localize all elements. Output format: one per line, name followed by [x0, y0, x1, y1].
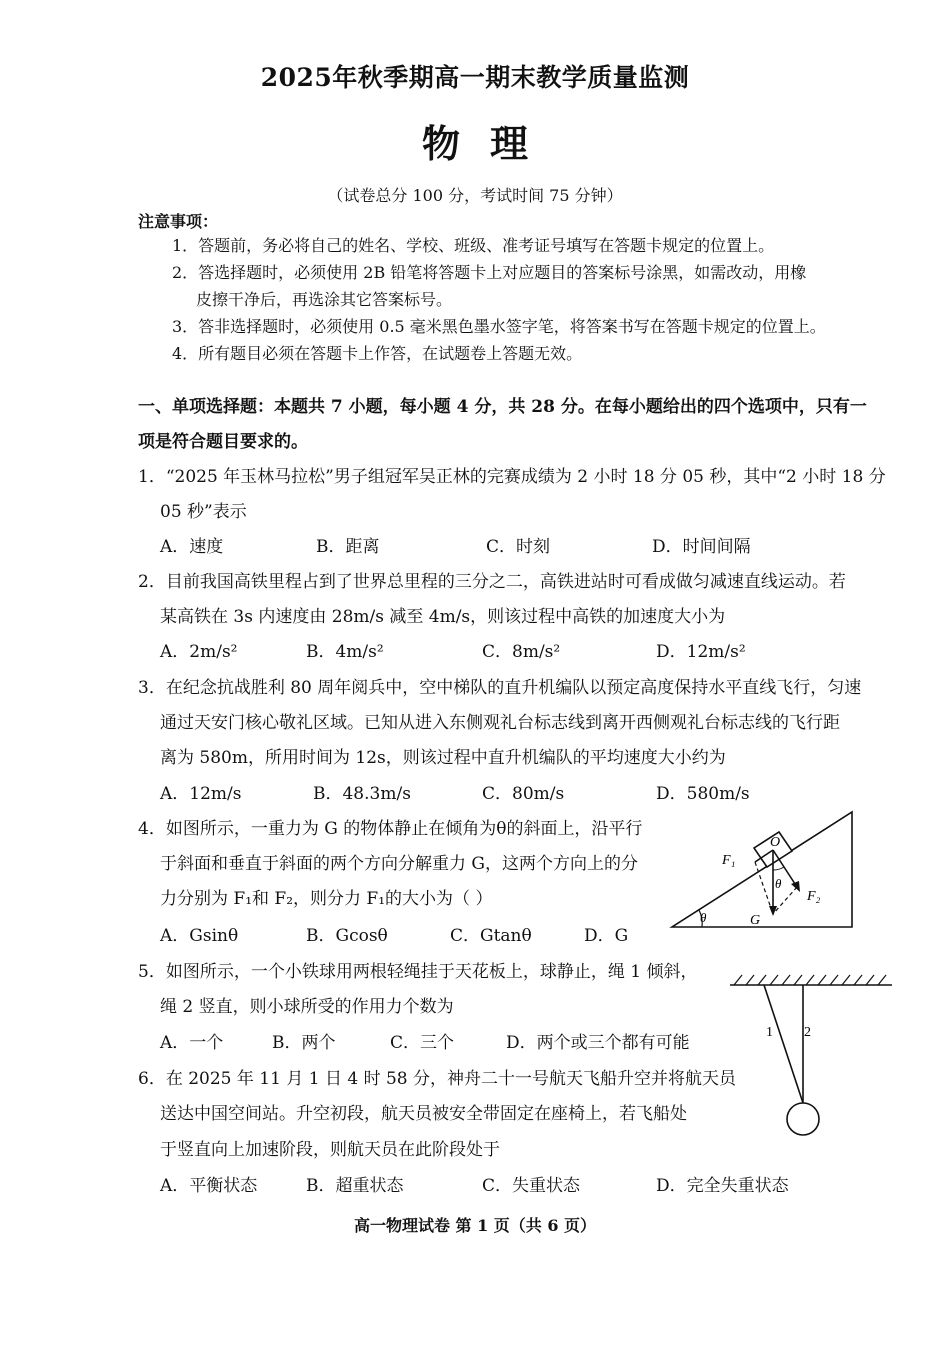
exam-title: 2025年秋季期高一期末教学质量监测 [260, 63, 690, 92]
label-theta-inner: θ [775, 876, 782, 891]
option-d: D．580m/s [656, 784, 750, 804]
option-a: A．Gsinθ [160, 926, 239, 946]
rope-1 [764, 985, 803, 1103]
question-6-line: 送达中国空间站。升空初段，航天员被安全带固定在座椅上，若飞船处 [160, 1104, 687, 1124]
incline-triangle [672, 812, 852, 927]
page-footer: 高一物理试卷 第 1 页（共 6 页） [353, 1216, 597, 1235]
option-a: A．速度 [160, 537, 224, 557]
option-d: D．时间间隔 [652, 537, 751, 557]
option-d: D．G [584, 926, 629, 946]
question-5-line: 绳 2 竖直，则小球所受的作用力个数为 [160, 997, 454, 1017]
note-item: 皮擦干净后，再选涂其它答案标号。 [196, 290, 453, 309]
option-c: C．三个 [390, 1033, 455, 1053]
question-1-line: 05 秒”表示 [160, 502, 247, 522]
option-d: D．两个或三个都有可能 [506, 1033, 690, 1053]
option-d: D．完全失重状态 [656, 1176, 789, 1196]
option-a: A．一个 [160, 1033, 224, 1053]
section-heading: 一、单项选择题：本题共 7 小题，每小题 4 分，共 28 分。在每小题给出的四个选项中，只有一 [138, 397, 867, 417]
option-d: D．12m/s² [656, 642, 746, 662]
question-4-line: 力分别为 F₁和 F₂，则分力 F₁的大小为（ ） [160, 889, 493, 909]
option-c: C．8m/s² [482, 642, 561, 662]
question-6-line: 于竖直向上加速阶段，则航天员在此阶段处于 [160, 1140, 500, 1160]
option-b: B．4m/s² [306, 642, 384, 662]
notes-heading: 注意事项： [138, 212, 219, 231]
note-item: 4．所有题目必须在答题卡上作答，在试题卷上答题无效。 [172, 344, 583, 363]
label-f2: F₂ [807, 889, 821, 904]
question-4-line: 4．如图所示，一重力为 G 的物体静止在倾角为θ的斜面上，沿平行 [138, 819, 643, 839]
question-6-line: 6．在 2025 年 11 月 1 日 4 时 58 分，神舟二十一号航天飞船升空并将航天员 [138, 1069, 737, 1089]
note-item: 3．答非选择题时，必须使用 0.5 毫米黑色墨水签字笔，将答案书写在答题卡规定的位置上。 [172, 317, 826, 336]
question-3-line: 离为 580m，所用时间为 12s，则该过程中直升机编队的平均速度大小约为 [160, 748, 726, 768]
incline-figure [668, 806, 862, 934]
option-b: B．48.3m/s [313, 784, 411, 804]
question-2-line: 某高铁在 3s 内速度由 28m/s 减至 4m/s，则该过程中高铁的加速度大小为 [160, 607, 726, 627]
option-a: A．2m/s² [160, 642, 238, 662]
subject-title: 物理 [421, 121, 558, 166]
question-3-line: 通过天安门核心敬礼区域。已知从进入东侧观礼台标志线到离开西侧观礼台标志线的飞行距 [160, 713, 840, 733]
option-c: C．Gtanθ [450, 926, 532, 946]
hanging-ball-figure [726, 970, 896, 1142]
option-c: C．时刻 [486, 537, 551, 557]
option-b: B．超重状态 [306, 1176, 404, 1196]
rope-2-label: 2 [804, 1025, 811, 1040]
question-2-line: 2．目前我国高铁里程占到了世界总里程的三分之二，高铁进站时可看成做匀减速直线运动。若 [138, 572, 846, 592]
option-b: B．距离 [316, 537, 380, 557]
option-b: B．Gcosθ [306, 926, 388, 946]
exam-info: （试卷总分 100 分，考试时间 75 分钟） [327, 186, 623, 205]
note-item: 2．答选择题时，必须使用 2B 铅笔将答题卡上对应题目的答案标号涂黑，如需改动，用橡 [172, 263, 807, 282]
label-theta: θ [700, 910, 707, 925]
label-o: O [770, 835, 781, 850]
label-f1: F₁ [722, 853, 736, 868]
section-heading-cont: 项是符合题目要求的。 [138, 432, 308, 452]
option-c: C．80m/s [482, 784, 565, 804]
question-3-line: 3．在纪念抗战胜利 80 周年阅兵中，空中梯队的直升机编队以预定高度保持水平直线飞行，匀速 [138, 678, 862, 698]
label-g: G [750, 913, 761, 928]
rope-1-label: 1 [766, 1025, 773, 1040]
iron-ball [787, 1103, 819, 1135]
option-a: A．平衡状态 [160, 1176, 258, 1196]
note-item: 1．答题前，务必将自己的姓名、学校、班级、准考证号填写在答题卡规定的位置上。 [172, 236, 775, 255]
question-1-line: 1．“2025 年玉林马拉松”男子组冠军吴正林的完赛成绩为 2 小时 18 分 05 秒，其中“2 小时 18 分 [138, 467, 886, 487]
option-c: C．失重状态 [482, 1176, 581, 1196]
option-b: B．两个 [272, 1033, 336, 1053]
option-a: A．12m/s [160, 784, 242, 804]
question-4-line: 于斜面和垂直于斜面的两个方向分解重力 G，这两个方向上的分 [160, 854, 638, 874]
question-5-line: 5．如图所示，一个小铁球用两根轻绳挂于天花板上，球静止，绳 1 倾斜， [138, 962, 698, 982]
